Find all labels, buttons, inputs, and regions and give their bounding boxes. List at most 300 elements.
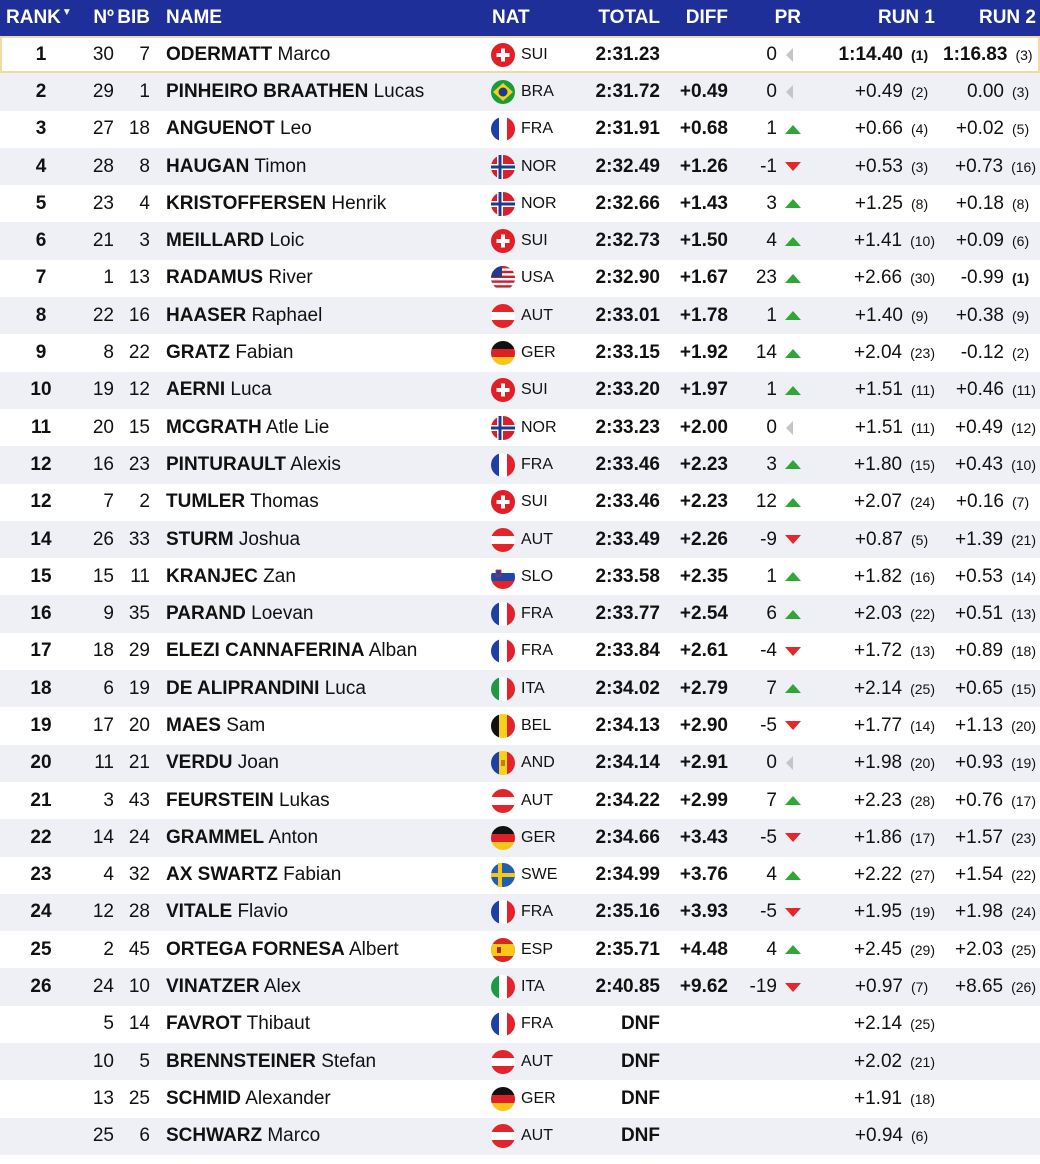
start-number-cell: 13	[92, 1087, 114, 1109]
diff-cell: +2.23	[679, 453, 728, 475]
run2-cell	[943, 745, 1040, 782]
athlete-name[interactable]	[152, 222, 482, 259]
rank-header[interactable]: RANK▼	[6, 7, 72, 28]
athlete-first-name: Atle Lie	[265, 416, 330, 438]
nation-cell	[482, 968, 572, 1005]
athlete-name[interactable]	[152, 558, 482, 595]
table-row[interactable]	[0, 1080, 1040, 1117]
esp-flag-icon	[491, 938, 515, 962]
bib-cell: 4	[139, 192, 150, 214]
athlete-name[interactable]	[152, 409, 482, 446]
nation-code: FRA	[521, 1015, 553, 1033]
run1-time: +2.14	[854, 1013, 903, 1035]
rank-cell: 26	[30, 976, 52, 998]
run2-cell	[943, 446, 1040, 483]
run2-time: +0.38	[955, 304, 1004, 326]
total-time-cell: 2:35.16	[595, 901, 660, 923]
athlete-name[interactable]	[152, 670, 482, 707]
start-number-cell: 5	[103, 1013, 114, 1035]
rank-cell	[0, 1043, 82, 1080]
athlete-first-name: Luca	[324, 677, 366, 699]
pr-header[interactable]: PR	[774, 7, 801, 28]
run1-cell	[811, 782, 943, 819]
start-number-cell: 19	[92, 379, 114, 401]
table-row[interactable]	[0, 819, 1040, 856]
athlete-name[interactable]	[152, 111, 482, 148]
nation-code: SUI	[521, 232, 548, 250]
run1-time: +1.91	[854, 1087, 903, 1109]
total-time-cell: 2:34.13	[595, 714, 660, 736]
nation-code: ITA	[521, 679, 545, 697]
run2-cell	[943, 968, 1040, 1005]
table-row[interactable]	[0, 148, 1040, 185]
position-change-value: 4	[766, 938, 777, 960]
athlete-name[interactable]	[152, 745, 482, 782]
run2-rank: (5)	[1012, 121, 1030, 138]
diff-cell: +3.43	[679, 826, 728, 848]
arrow-up-icon	[785, 311, 801, 320]
run2-time: +0.16	[955, 491, 1004, 513]
nation-cell	[482, 260, 572, 297]
athlete-name[interactable]	[152, 446, 482, 483]
athlete-first-name: Lukas	[278, 789, 330, 811]
table-row[interactable]	[0, 446, 1040, 483]
run1-time: +2.14	[854, 677, 903, 699]
athlete-name[interactable]	[152, 484, 482, 521]
athlete-last-name: BRENNSTEINER	[166, 1050, 316, 1072]
athlete-last-name: ANGUENOT	[166, 118, 275, 140]
run1-time: +2.07	[854, 491, 903, 513]
table-row[interactable]	[0, 334, 1040, 371]
table-row[interactable]	[0, 111, 1040, 148]
run1-rank: (18)	[910, 1090, 935, 1107]
athlete-name[interactable]	[152, 857, 482, 894]
position-change-cell	[728, 670, 811, 707]
run1-time: +2.02	[854, 1050, 903, 1072]
athlete-name[interactable]	[152, 633, 482, 670]
run2-time: -0.12	[960, 342, 1004, 364]
nation-cell	[482, 297, 572, 334]
position-change-cell	[728, 111, 811, 148]
run2-rank: (26)	[1011, 979, 1036, 996]
aut-flag-icon	[491, 789, 515, 813]
swe-flag-icon	[491, 863, 515, 887]
table-row[interactable]	[0, 260, 1040, 297]
position-change-value: -5	[760, 826, 777, 848]
athlete-last-name: MEILLARD	[166, 230, 265, 252]
diff-cell: +2.00	[679, 416, 728, 438]
athlete-last-name: GRAMMEL	[166, 826, 265, 848]
run2-header[interactable]: RUN 2	[978, 7, 1036, 28]
start-number-cell: 18	[92, 640, 114, 662]
run1-time: +1.72	[854, 640, 903, 662]
athlete-name[interactable]	[152, 1043, 482, 1080]
run1-time: +0.87	[854, 528, 903, 550]
position-change-cell	[728, 36, 811, 73]
table-row[interactable]	[0, 372, 1040, 409]
run2-time: +2.03	[955, 938, 1004, 960]
rank-cell: 9	[35, 342, 47, 364]
position-change-cell	[728, 558, 811, 595]
run1-rank: (19)	[910, 904, 935, 921]
athlete-first-name: Zan	[263, 565, 296, 587]
nor-flag-icon	[491, 192, 515, 216]
athlete-last-name: MAES	[166, 714, 221, 736]
run1-rank: (9)	[911, 307, 929, 324]
position-change-cell	[728, 857, 811, 894]
athlete-name[interactable]	[152, 334, 482, 371]
name-header[interactable]: NAME	[166, 7, 222, 28]
run2-time: +0.89	[955, 640, 1004, 662]
bib-cell: 15	[128, 416, 150, 438]
athlete-name[interactable]	[152, 185, 482, 222]
total-time-cell: 2:33.23	[595, 416, 660, 438]
run2-rank: (7)	[1012, 494, 1030, 511]
total-time-cell: 2:33.15	[595, 342, 660, 364]
run2-rank: (14)	[1011, 568, 1036, 585]
arrow-down-icon	[785, 833, 801, 842]
total-time-cell: 2:33.20	[595, 379, 660, 401]
run1-rank: (4)	[911, 121, 929, 138]
table-row[interactable]	[0, 484, 1040, 521]
start-number-cell: 4	[103, 864, 114, 886]
position-change-cell	[728, 484, 811, 521]
run1-cell	[811, 857, 943, 894]
athlete-first-name: Fabian	[283, 864, 342, 886]
run2-rank: (2)	[1012, 345, 1030, 362]
arrow-up-icon	[785, 460, 801, 469]
nation-code: AUT	[521, 1127, 553, 1145]
bib-cell: 45	[128, 938, 150, 960]
run1-time: +2.04	[854, 342, 903, 364]
run2-rank: (13)	[1011, 606, 1036, 623]
nor-flag-icon	[491, 155, 515, 179]
table-row[interactable]	[0, 185, 1040, 222]
run1-header[interactable]: RUN 1	[877, 7, 935, 28]
table-row[interactable]	[0, 670, 1040, 707]
diff-cell: +2.90	[679, 714, 728, 736]
athlete-name[interactable]	[152, 1006, 482, 1043]
table-row[interactable]	[0, 521, 1040, 558]
run2-time: +0.93	[955, 752, 1004, 774]
run2-cell	[943, 334, 1040, 371]
position-change-value: 3	[766, 192, 777, 214]
run1-time: +0.66	[854, 118, 903, 140]
run1-cell	[811, 745, 943, 782]
diff-cell: +0.68	[679, 118, 728, 140]
rank-cell	[0, 1080, 82, 1117]
nation-cell	[482, 185, 572, 222]
total-time-cell: DNF	[620, 1013, 660, 1035]
run2-cell	[943, 521, 1040, 558]
run1-cell	[811, 148, 943, 185]
nation-code: FRA	[521, 903, 553, 921]
diff-cell	[660, 1043, 728, 1080]
athlete-name[interactable]	[152, 297, 482, 334]
run1-cell	[811, 185, 943, 222]
athlete-name[interactable]	[152, 595, 482, 632]
run2-time: +1.54	[955, 864, 1004, 886]
no-header[interactable]: Nº	[93, 7, 114, 28]
position-change-cell	[728, 1006, 811, 1043]
bib-cell: 3	[139, 230, 150, 252]
position-change-cell	[728, 222, 811, 259]
position-change-value: 6	[766, 603, 777, 625]
run2-rank: (10)	[1011, 456, 1036, 473]
rank-cell: 4	[35, 155, 47, 177]
start-number-cell: 25	[92, 1125, 114, 1147]
run2-cell	[943, 185, 1040, 222]
bib-cell: 5	[139, 1050, 150, 1072]
rank-cell: 14	[30, 528, 52, 550]
diff-cell: +9.62	[679, 976, 728, 998]
athlete-name[interactable]	[152, 819, 482, 856]
athlete-last-name: RADAMUS	[166, 267, 264, 289]
total-time-cell: 2:35.71	[595, 938, 660, 960]
athlete-first-name: Marco	[277, 43, 331, 65]
athlete-name[interactable]	[152, 260, 482, 297]
run1-cell	[811, 707, 943, 744]
arrow-down-icon	[785, 535, 801, 544]
bib-cell: 13	[128, 267, 150, 289]
start-number-cell: 24	[92, 976, 114, 998]
run2-rank: (11)	[1012, 382, 1036, 399]
run1-cell	[811, 73, 943, 110]
nation-code: ESP	[521, 940, 554, 958]
athlete-last-name: TUMLER	[166, 491, 246, 513]
nation-cell	[482, 484, 572, 521]
table-row[interactable]	[0, 297, 1040, 334]
athlete-last-name: AX SWARTZ	[166, 864, 278, 886]
run1-time: +1.25	[854, 192, 903, 214]
total-time-cell: 2:32.49	[595, 155, 660, 177]
nation-code: AUT	[521, 791, 553, 809]
table-row[interactable]	[0, 782, 1040, 819]
total-header[interactable]: TOTAL	[598, 7, 660, 28]
run1-time: +0.94	[854, 1125, 903, 1147]
athlete-name[interactable]	[152, 36, 482, 73]
run1-time: +1.82	[854, 565, 903, 587]
diff-cell: +2.54	[679, 603, 728, 625]
arrow-up-icon	[785, 199, 801, 208]
nation-cell	[482, 1043, 572, 1080]
run1-cell	[811, 484, 943, 521]
athlete-last-name: ELEZI CANNAFERINA	[166, 640, 365, 662]
nation-cell	[482, 36, 572, 73]
athlete-first-name: Alexander	[245, 1087, 331, 1109]
table-row[interactable]	[0, 968, 1040, 1005]
run1-cell	[811, 372, 943, 409]
run2-rank: (9)	[1012, 307, 1030, 324]
run1-time: +1.95	[854, 901, 903, 923]
athlete-last-name: FEURSTEIN	[166, 789, 274, 811]
total-time-cell: 2:33.77	[595, 603, 660, 625]
athlete-name[interactable]	[152, 148, 482, 185]
athlete-first-name: Raphael	[251, 304, 323, 326]
table-row[interactable]	[0, 73, 1040, 110]
arrow-up-icon	[785, 274, 801, 283]
position-change-value: 0	[766, 80, 777, 102]
fra-flag-icon	[491, 117, 515, 141]
nation-code: NOR	[521, 157, 557, 175]
arrow-down-icon	[785, 162, 801, 171]
bib-header[interactable]: BIB	[117, 7, 150, 28]
position-change-value: -4	[760, 640, 777, 662]
position-change-value: -1	[760, 155, 777, 177]
nor-flag-icon	[491, 416, 515, 440]
nation-cell	[482, 521, 572, 558]
athlete-name[interactable]	[152, 1080, 482, 1117]
rank-cell: 23	[30, 864, 52, 886]
athlete-name[interactable]	[152, 707, 482, 744]
start-number-cell: 27	[92, 118, 114, 140]
table-row[interactable]	[0, 931, 1040, 968]
nation-cell	[482, 222, 572, 259]
arrow-up-icon	[785, 572, 801, 581]
run2-cell	[943, 633, 1040, 670]
nation-cell	[482, 73, 572, 110]
total-time-cell: 2:34.66	[595, 826, 660, 848]
diff-cell: +4.48	[679, 938, 728, 960]
rank-cell: 25	[30, 938, 52, 960]
bib-cell: 2	[139, 491, 150, 513]
table-row[interactable]	[0, 1118, 1040, 1155]
bib-cell: 25	[128, 1087, 150, 1109]
diff-cell: +2.99	[679, 789, 728, 811]
run1-rank: (29)	[910, 941, 935, 958]
position-change-cell	[728, 1118, 811, 1155]
athlete-name[interactable]	[152, 521, 482, 558]
athlete-last-name: SCHMID	[166, 1087, 241, 1109]
total-time-cell: 2:31.91	[595, 118, 660, 140]
run2-cell	[943, 372, 1040, 409]
athlete-first-name: Henrik	[331, 192, 387, 214]
arrow-up-icon	[785, 684, 801, 693]
bel-flag-icon	[491, 714, 515, 738]
nation-cell	[482, 334, 572, 371]
table-row[interactable]	[0, 36, 1040, 73]
nation-code: NOR	[521, 194, 557, 212]
table-row[interactable]	[0, 1006, 1040, 1043]
run2-time: +1.57	[955, 826, 1004, 848]
diff-cell: +1.26	[679, 155, 728, 177]
arrow-down-icon	[785, 908, 801, 917]
diff-header[interactable]: DIFF	[685, 7, 728, 28]
total-time-cell: DNF	[620, 1050, 660, 1072]
table-row[interactable]	[0, 222, 1040, 259]
athlete-last-name: STURM	[166, 528, 234, 550]
diff-cell: +1.92	[679, 342, 728, 364]
arrow-up-icon	[785, 237, 801, 246]
bib-cell: 23	[128, 453, 150, 475]
nation-cell	[482, 782, 572, 819]
run1-cell	[811, 260, 943, 297]
athlete-name[interactable]	[152, 931, 482, 968]
run1-rank: (7)	[911, 979, 929, 996]
run2-rank: (17)	[1011, 792, 1036, 809]
athlete-name[interactable]	[152, 782, 482, 819]
position-change-cell	[728, 185, 811, 222]
athlete-last-name: DE ALIPRANDINI	[166, 677, 320, 699]
table-row[interactable]	[0, 745, 1040, 782]
nat-header[interactable]: NAT	[492, 7, 530, 28]
table-row[interactable]	[0, 633, 1040, 670]
run2-cell	[943, 819, 1040, 856]
bib-cell: 35	[128, 603, 150, 625]
start-number-cell: 10	[92, 1050, 114, 1072]
athlete-first-name: Flavio	[237, 901, 289, 923]
run1-cell	[811, 595, 943, 632]
diff-cell: +2.61	[679, 640, 728, 662]
start-number-cell: 26	[92, 528, 114, 550]
athlete-last-name: VITALE	[166, 901, 233, 923]
run1-time: +1.41	[854, 230, 903, 252]
run2-rank: (25)	[1011, 941, 1036, 958]
run2-rank: (3)	[1015, 46, 1033, 63]
run1-rank: (25)	[910, 1016, 935, 1033]
athlete-name[interactable]	[152, 73, 482, 110]
position-change-cell	[728, 372, 811, 409]
start-number-cell: 7	[103, 491, 114, 513]
nation-cell	[482, 1006, 572, 1043]
run2-cell	[943, 148, 1040, 185]
run1-time: +2.03	[854, 603, 903, 625]
start-number-cell: 3	[103, 789, 114, 811]
position-change-cell	[728, 745, 811, 782]
position-change-value: 0	[766, 752, 777, 774]
athlete-name[interactable]	[152, 1118, 482, 1155]
diff-cell	[660, 36, 728, 73]
run2-rank: (22)	[1011, 867, 1036, 884]
athlete-name[interactable]	[152, 372, 482, 409]
table-row[interactable]	[0, 1043, 1040, 1080]
run2-rank: (6)	[1012, 233, 1030, 250]
run2-cell	[943, 36, 1040, 73]
table-row[interactable]	[0, 894, 1040, 931]
position-change-cell	[728, 633, 811, 670]
run2-rank: (21)	[1011, 531, 1036, 548]
bib-cell: 14	[128, 1013, 150, 1035]
table-row[interactable]	[0, 707, 1040, 744]
diff-cell: +1.78	[679, 304, 728, 326]
run1-cell	[811, 819, 943, 856]
run1-time: +0.53	[854, 155, 903, 177]
position-change-cell	[728, 521, 811, 558]
nation-cell	[482, 633, 572, 670]
run1-cell	[811, 1043, 943, 1080]
athlete-name[interactable]	[152, 894, 482, 931]
nation-code: AUT	[521, 530, 553, 548]
run1-cell	[811, 1006, 943, 1043]
rank-cell: 6	[35, 230, 47, 252]
table-row[interactable]	[0, 558, 1040, 595]
athlete-last-name: ORTEGA FORNESA	[166, 938, 345, 960]
nation-cell	[482, 670, 572, 707]
athlete-name[interactable]	[152, 968, 482, 1005]
run1-time: +1.86	[854, 826, 903, 848]
table-row[interactable]	[0, 595, 1040, 632]
total-time-cell: 2:34.99	[595, 864, 660, 886]
rank-cell: 17	[30, 640, 52, 662]
table-row[interactable]	[0, 409, 1040, 446]
run2-rank: (3)	[1012, 83, 1030, 100]
bib-cell: 43	[128, 789, 150, 811]
table-row[interactable]	[0, 857, 1040, 894]
bra-flag-icon	[491, 80, 515, 104]
run1-time: 1:14.40	[838, 43, 903, 65]
total-time-cell: 2:33.01	[595, 304, 660, 326]
slo-flag-icon	[491, 565, 515, 589]
